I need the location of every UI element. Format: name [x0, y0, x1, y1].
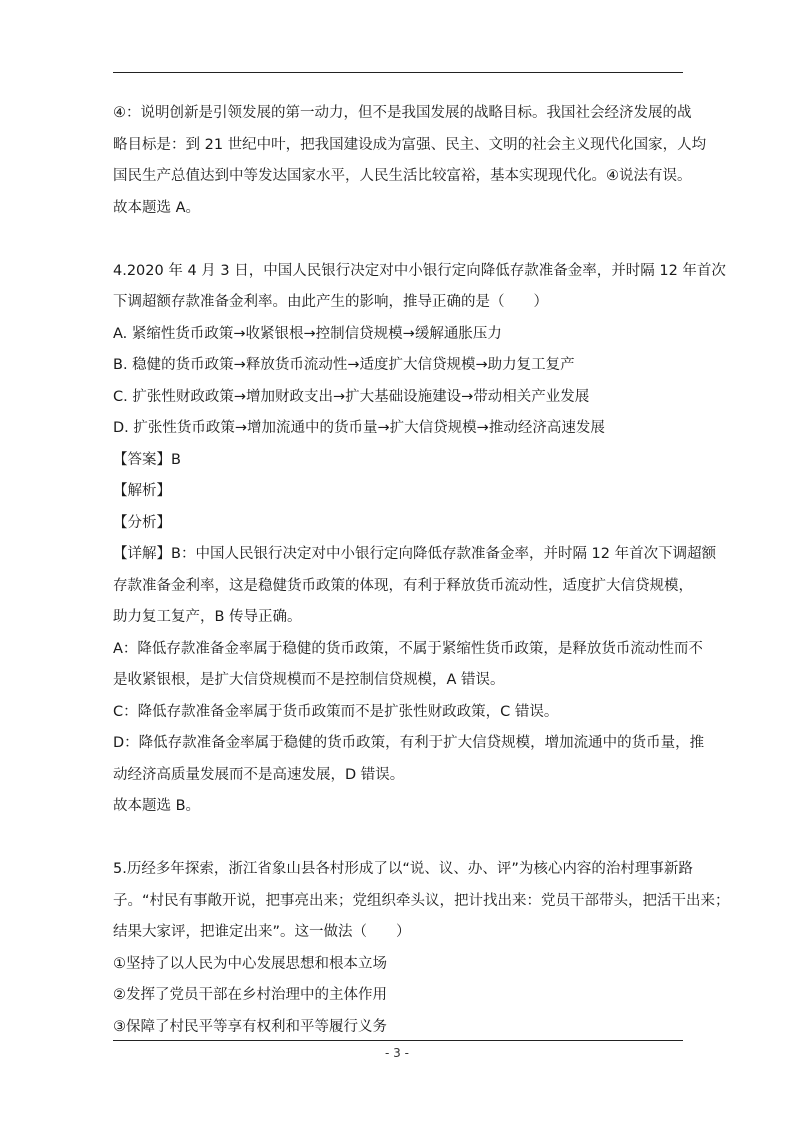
detail-line: 【详解】B：中国人民银行决定对中小银行定向降低存款准备金率，并时隔 12 年首次下调超额 — [113, 546, 717, 562]
footer-rule — [113, 1040, 683, 1041]
fenxi-label: 【分析】 — [113, 514, 171, 531]
question-5-item-1: ①坚持了以人民为中心发展思想和根本立场 — [113, 955, 387, 972]
prev-explanation-line: 略目标是：到 21 世纪中叶，把我国建设成为富强、民主、文明的社会主义现代化国家，人均 — [113, 136, 707, 153]
detail-line: 动经济高质量发展而不是高速发展，D 错误。 — [113, 766, 405, 783]
page-content — [113, 98, 730, 1043]
prev-conclusion: 故本题选 A。 — [113, 199, 201, 216]
question-4-option-a: A. 紧缩性货币政策→收紧银根→控制信贷规模→缓解通胀压力 — [113, 325, 502, 342]
detail-line: D：降低存款准备金率属于稳健的货币政策，有利于扩大信贷规模，增加流通中的货币量，推 — [113, 735, 705, 751]
question-5-item-2: ②发挥了党员干部在乡村治理中的主体作用 — [113, 987, 387, 1003]
prev-explanation-line: 国民生产总值达到中等发达国家水平，人民生活比较富裕，基本实现现代化。④说法有误。 — [113, 168, 692, 184]
question-4-option-b: B. 稳健的货币政策→释放货币流动性→适度扩大信贷规模→助力复工复产 — [113, 357, 575, 373]
detail-line: C：降低存款准备金率属于货币政策而不是扩张性财政政策，C 错误。 — [113, 703, 559, 720]
question-4-option-c: C. 扩张性财政政策→增加财政支出→扩大基础设施建设→带动相关产业发展 — [113, 388, 590, 405]
page-number: - 3 - — [385, 1046, 409, 1060]
question-5-item-3: ③保障了村民平等享有权利和平等履行义务 — [113, 1018, 387, 1035]
question-5-stem: 结果大家评，把谁定出来”。这一做法（ ） — [113, 924, 411, 940]
prev-explanation-line: ④：说明创新是引领发展的第一动力，但不是我国发展的战略目标。我国社会经济发展的战 — [113, 105, 692, 121]
detail-line: 是收紧银根，是扩大信贷规模而不是控制信贷规模，A 错误。 — [113, 672, 505, 688]
question-4-stem: 4.2020 年 4 月 3 日，中国人民银行决定对中小银行定向降低存款准备金率，并时隔 12 年首次 — [113, 262, 726, 279]
detail-line: A：降低存款准备金率属于稳健的货币政策，不属于紧缩性货币政策，是释放货币流动性而不 — [113, 640, 703, 657]
header-rule — [113, 72, 683, 73]
question-4-option-d: D. 扩张性货币政策→增加流通中的货币量→扩大信贷规模→推动经济高速发展 — [113, 420, 605, 436]
answer-label: 【答案】B — [113, 451, 181, 468]
question-5-stem: 5.历经多年探索，浙江省象山县各村形成了以“说、议、办、评”为核心内容的治村理事新路 — [113, 861, 693, 877]
detail-line: 助力复工复产，B 传导正确。 — [113, 609, 302, 625]
question-5-stem: 子。“村民有事敞开说，把事亮出来；党组织牵头议，把计找出来：党员干部带头，把活干出来； — [113, 892, 730, 909]
detail-line: 存款准备金利率，这是稳健货币政策的体现，有利于释放货币流动性，适度扩大信贷规模， — [113, 577, 693, 594]
question-4-stem: 下调超额存款准备金利率。由此产生的影响，推导正确的是（ ） — [113, 294, 548, 310]
analysis-label: 【解析】 — [113, 483, 171, 499]
detail-conclusion: 故本题选 B。 — [113, 798, 201, 814]
